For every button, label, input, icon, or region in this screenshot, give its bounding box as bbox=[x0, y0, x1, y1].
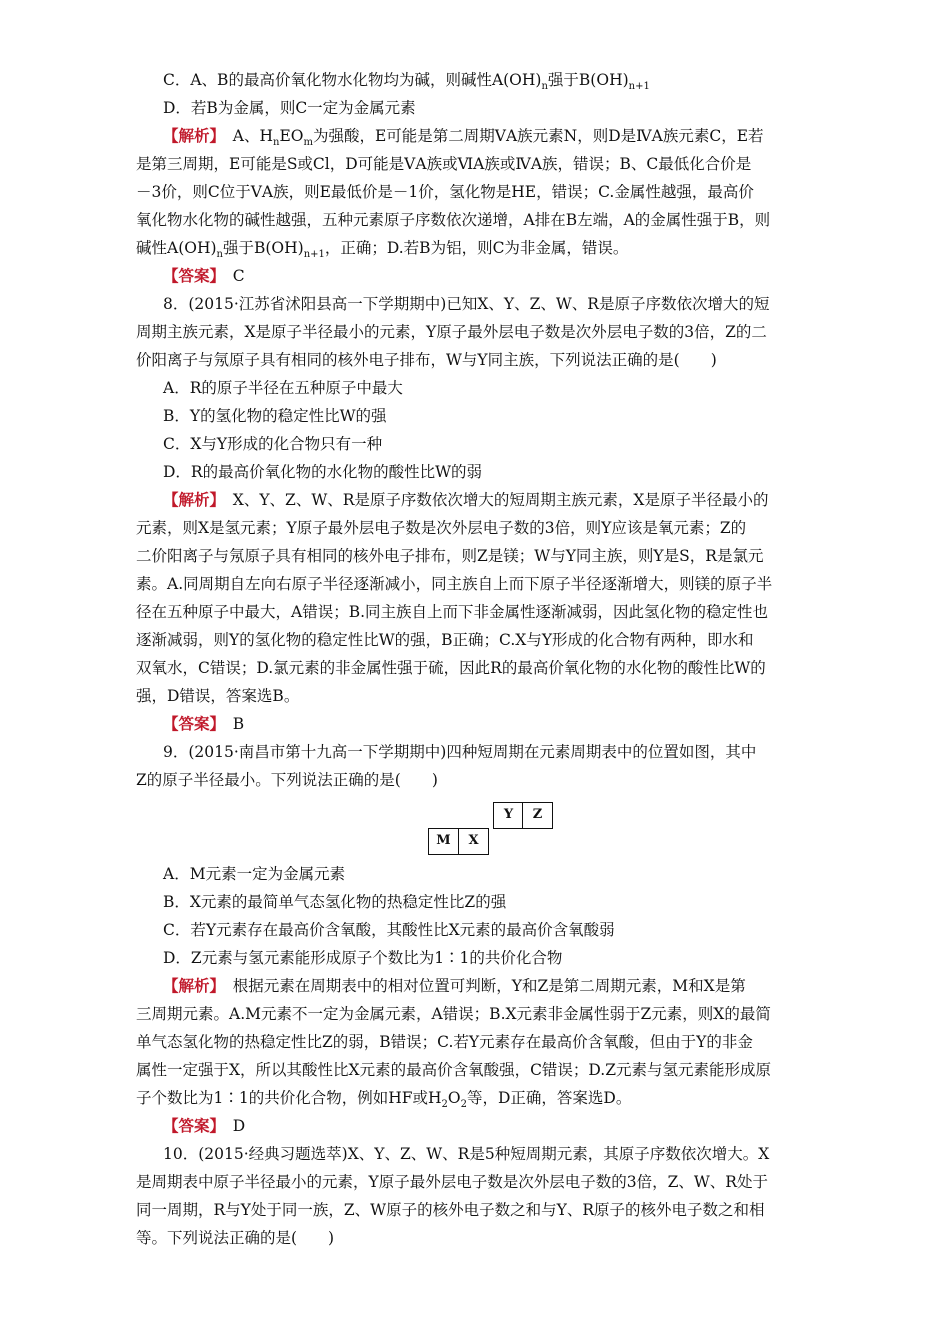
q8-analysis-line: 二价阳离子与氖原子具有相同的核外电子排布，则Z是镁；W与Y同主族，则Y是S，R是氯元 bbox=[136, 547, 764, 565]
q8-option-c: C．X与Y形成的化合物只有一种 bbox=[163, 435, 383, 453]
q9-option-c: C．若Y元素存在最高价含氧酸，其酸性比X元素的最高价含氧酸弱 bbox=[163, 921, 615, 939]
cell-x: X bbox=[458, 828, 489, 855]
cell-y: Y bbox=[493, 802, 524, 829]
q10-stem: 10．(2015·经典习题选萃)X、Y、Z、W、R是5种短周期元素，其原子序数依次增大。X bbox=[163, 1145, 770, 1163]
q7-analysis: 【解析】 A、$H_nEO_m$为强酸，E可能是第二周期ⅤA族元素N，则D是ⅣA族元素C，E若 bbox=[163, 126, 764, 149]
q8-option-b: B．Y的氢化物的稳定性比W的强 bbox=[163, 407, 387, 425]
q9-analysis-line: 单气态氢化物的热稳定性比Z的弱，B错误；C.若Y元素存在最高价含氧酸，但由于Y的非金 bbox=[136, 1033, 753, 1051]
answer-label: 【答案】 bbox=[163, 266, 218, 285]
q8-option-a: A．R的原子半径在五种原子中最大 bbox=[163, 379, 403, 397]
q8-analysis-line: 强，D错误，答案选B。 bbox=[136, 687, 300, 705]
q8-analysis-line: 径在五种原子中最大，A错误；B.同主族自上而下非金属性逐渐减弱，因此氢化物的稳定性也 bbox=[136, 603, 769, 621]
q7-option-c: C．A、B的最高价氧化物水化物均为碱，则碱性$A(OH)_n$强于$B(OH)_{n+1}$ bbox=[163, 71, 650, 93]
q9-analysis-line: 子个数比为1∶1的共价化合物，例如HF或$H_2O_2$等，D正确，答案选D。 bbox=[136, 1089, 632, 1111]
analysis-label: 【解析】 bbox=[163, 976, 218, 995]
q9-stem-line: Z的原子半径最小。下列说法正确的是( ) bbox=[136, 771, 438, 789]
q7-analysis-line: 氧化物水化物的碱性越强，五种元素原子序数依次递增，A排在B左端，A的金属性强于B，则 bbox=[136, 211, 771, 229]
q7-analysis-line: 碱性$A(OH)_n$强于$B(OH)_{n+1}$，正确；D.若B为铝，则C为非金属，错误。 bbox=[136, 239, 629, 261]
q7-analysis-line: 是第三周期，E可能是S或Cl，D可能是ⅤA族或ⅥA族或ⅣA族，错误；B、C最低化合价是 bbox=[136, 155, 752, 173]
periodic-table-figure bbox=[136, 794, 816, 860]
q8-analysis-line: 逐渐减弱，则Y的氢化物的稳定性比W的强，B正确；C.X与Y形成的化合物有两种，即水和 bbox=[136, 631, 754, 649]
cell-m: M bbox=[428, 828, 459, 855]
q7-analysis-line: －3价，则C位于ⅤA族，则E最低价是－1价，氢化物是HE，错误；C.金属性越强，最高价 bbox=[136, 183, 754, 201]
q8-answer: 【答案】 B bbox=[163, 714, 245, 733]
q8-analysis-line: 素。A.同周期自左向右原子半径逐渐减小，同主族自上而下原子半径逐渐增大，则镁的原子半 bbox=[136, 575, 773, 593]
q7-answer: 【答案】 C bbox=[163, 266, 245, 285]
q9-analysis-line: 属性一定强于X，所以其酸性比X元素的最高价含氧酸强，C错误；D.Z元素与氢元素能形成原 bbox=[136, 1061, 772, 1079]
q9-analysis: 【解析】 根据元素在周期表中的相对位置可判断，Y和Z是第二周期元素，M和X是第 bbox=[163, 976, 746, 995]
q9-option-d: D．Z元素与氢元素能形成原子个数比为1∶1的共价化合物 bbox=[163, 949, 563, 967]
q7-option-d: D．若B为金属，则C一定为金属元素 bbox=[163, 99, 416, 117]
q8-stem-line: 价阳离子与氖原子具有相同的核外电子排布，W与Y同主族，下列说法正确的是( ) bbox=[136, 351, 717, 369]
q9-answer: 【答案】 D bbox=[163, 1116, 246, 1135]
q9-stem: 9．(2015·南昌市第十九高一下学期期中)四种短周期在元素周期表中的位置如图，其中 bbox=[163, 743, 757, 761]
q8-stem-line: 周期主族元素，X是原子半径最小的元素，Y原子最外层电子数是次外层电子数的3倍，Z的二 bbox=[136, 323, 767, 341]
q8-option-d: D．R的最高价氧化物的水化物的酸性比W的弱 bbox=[163, 463, 483, 481]
q10-stem-line: 等。下列说法正确的是( ) bbox=[136, 1229, 335, 1247]
document-page bbox=[136, 66, 816, 1252]
analysis-label: 【解析】 bbox=[163, 490, 218, 509]
q10-stem-line: 是周期表中原子半径最小的元素，Y原子最外层电子数是次外层电子数的3倍，Z、W、R处于 bbox=[136, 1173, 768, 1191]
q9-option-b: B．X元素的最简单气态氢化物的热稳定性比Z的强 bbox=[163, 893, 507, 911]
answer-label: 【答案】 bbox=[163, 714, 218, 733]
cell-z: Z bbox=[522, 802, 553, 829]
q9-analysis-line: 三周期元素。A.M元素不一定为金属元素，A错误；B.X元素非金属性弱于Z元素，则X的最简 bbox=[136, 1005, 771, 1023]
q8-analysis-line: 双氧水，C错误；D.氯元素的非金属性强于硫，因此R的最高价氧化物的水化物的酸性比W的 bbox=[136, 659, 766, 677]
q8-analysis: 【解析】 X、Y、Z、W、R是原子序数依次增大的短周期主族元素，X是原子半径最小的 bbox=[163, 490, 769, 509]
analysis-label: 【解析】 bbox=[163, 126, 218, 145]
answer-label: 【答案】 bbox=[163, 1116, 218, 1135]
q9-option-a: A．M元素一定为金属元素 bbox=[163, 865, 346, 883]
q10-stem-line: 同一周期，R与Y处于同一族，Z、W原子的核外电子数之和与Y、R原子的核外电子数之和相 bbox=[136, 1201, 765, 1219]
q8-stem: 8．(2015·江苏省沭阳县高一下学期期中)已知X、Y、Z、W、R是原子序数依次增大的短 bbox=[163, 295, 770, 313]
q8-analysis-line: 元素，则X是氢元素；Y原子最外层电子数是次外层电子数的3倍，则Y应该是氧元素；Z的 bbox=[136, 519, 747, 537]
